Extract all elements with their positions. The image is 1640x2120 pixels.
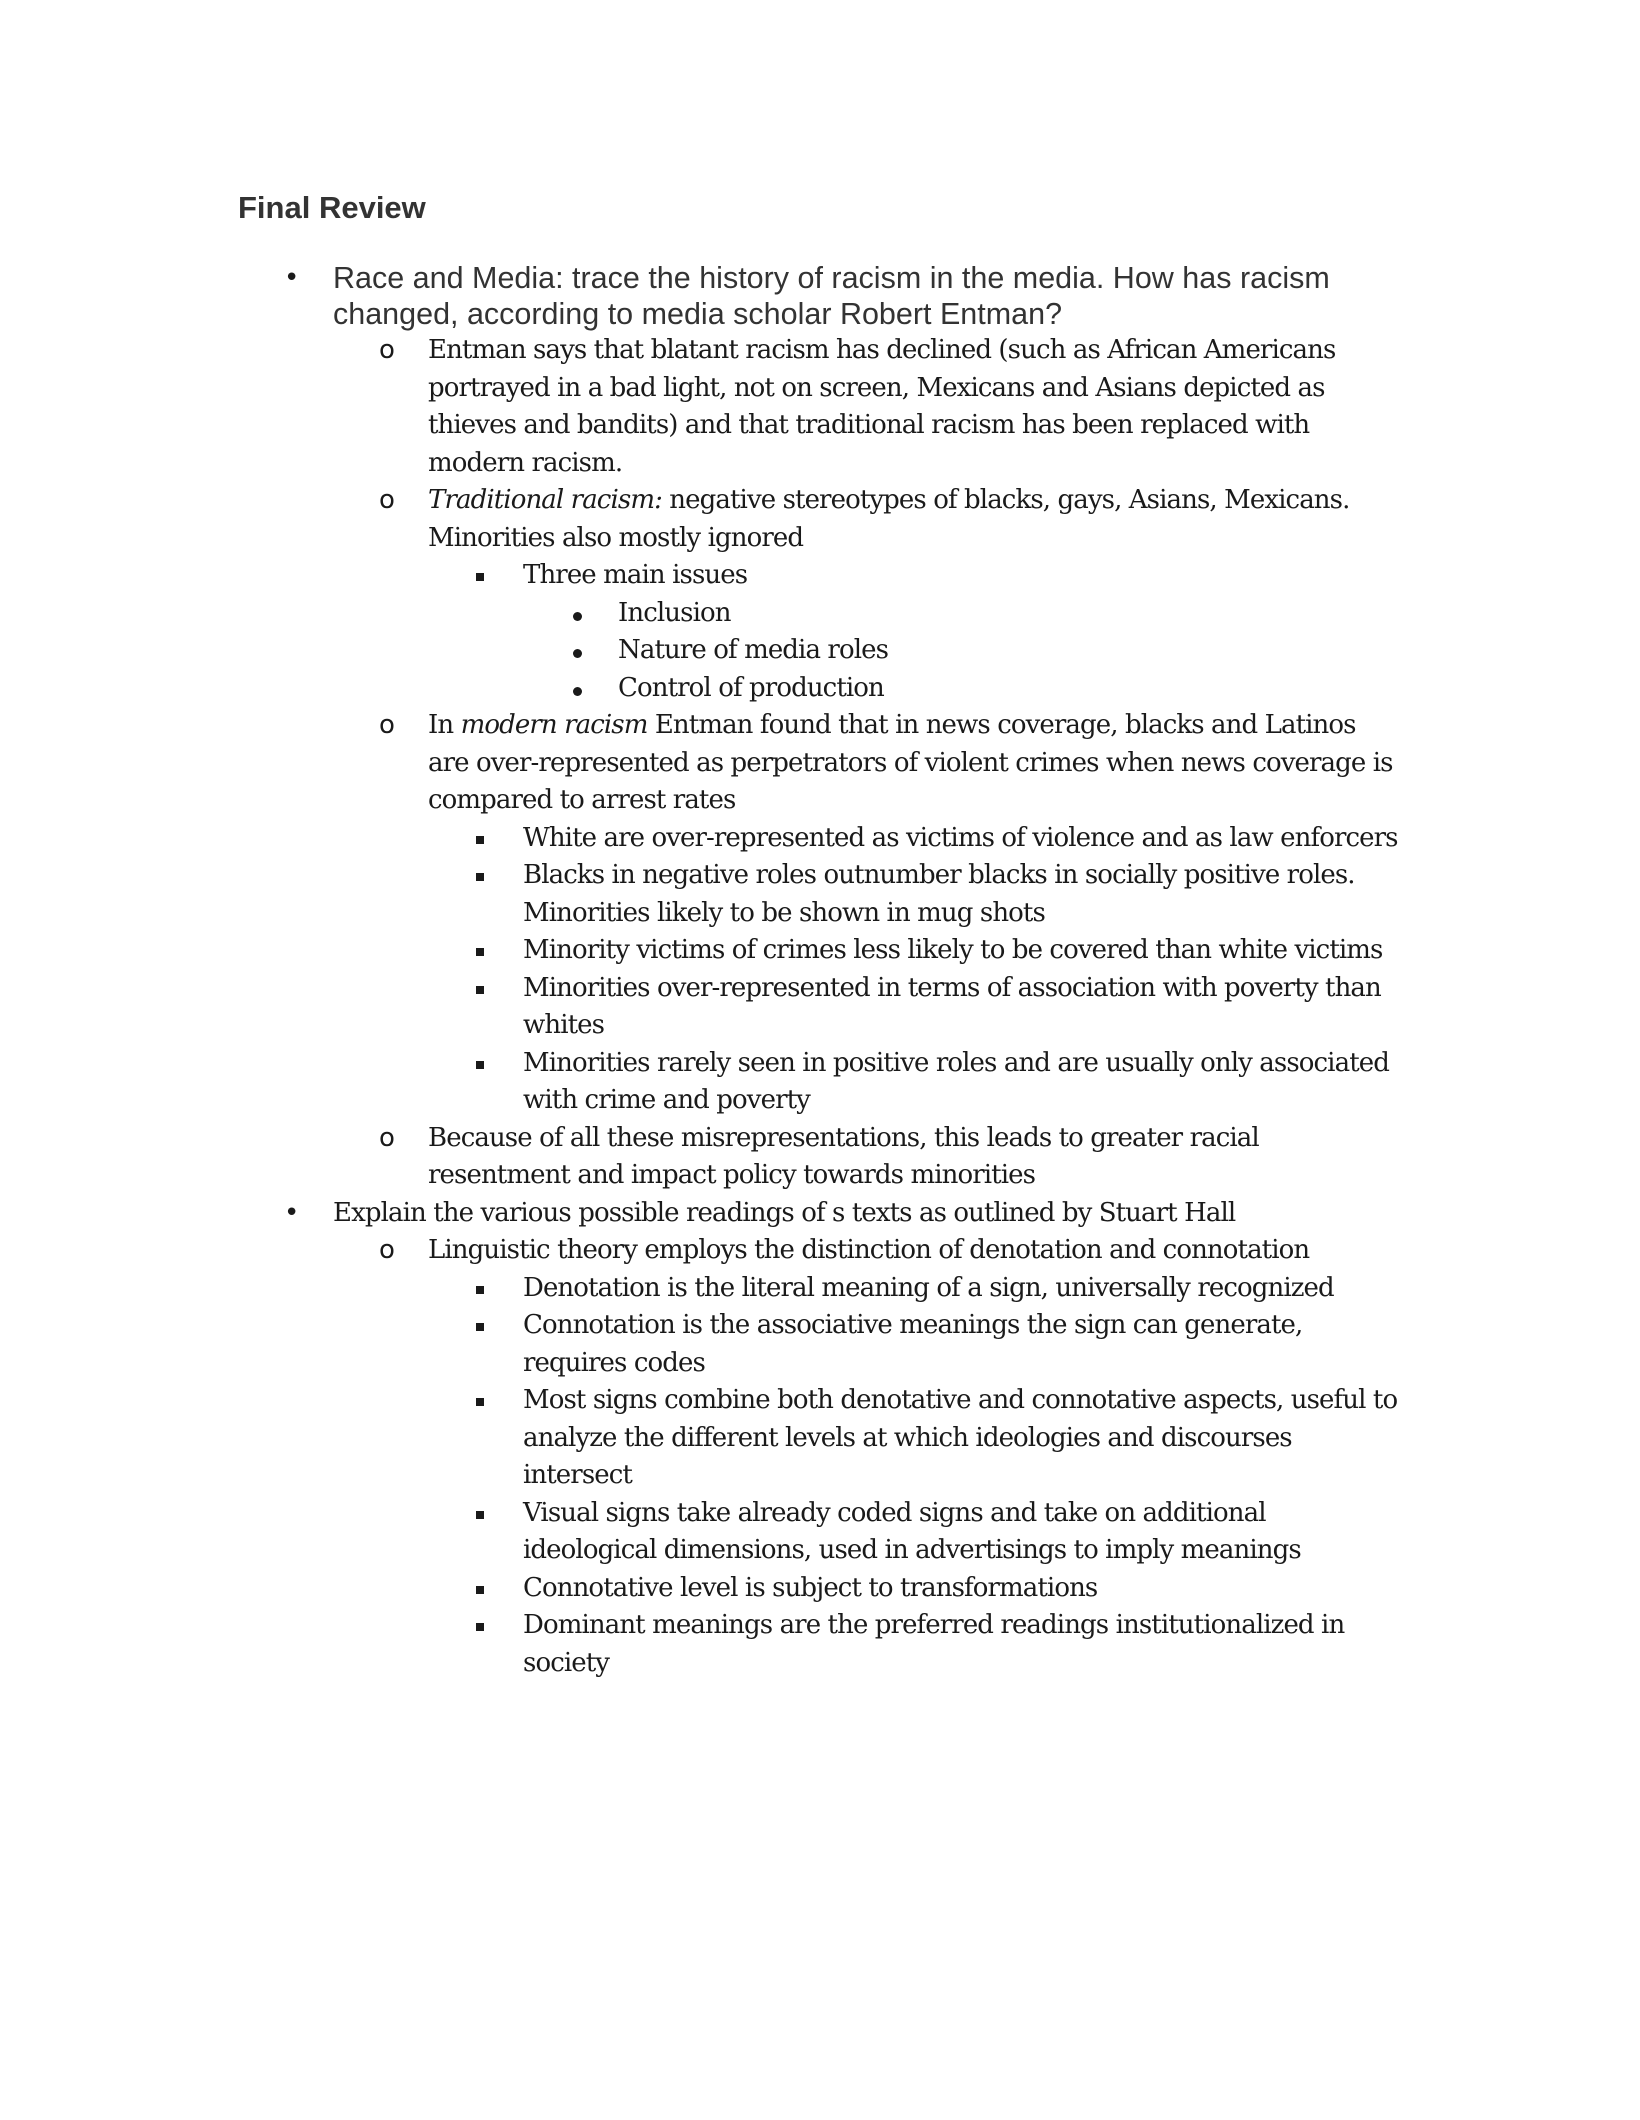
sub-item-text: Most signs combine both denotative and connotative aspects, useful to analyze the different levels at which ideologies and discourses intersect (523, 1385, 1398, 1490)
sub-items (428, 1270, 1400, 1683)
sub-list-item (428, 1045, 1400, 1120)
square-bullet-icon (476, 557, 484, 595)
sub-list-item (428, 970, 1400, 1045)
dot-bullet-icon (573, 670, 582, 708)
item-italic-term: modern racism (460, 710, 648, 740)
sub-item-text: Blacks in negative roles outnumber blacks in socially positive roles. Minorities likely to be shown in mug shots (523, 860, 1355, 928)
sub-sub-item-text: Nature of media roles (618, 635, 889, 665)
dot-bullet-icon (573, 632, 582, 670)
square-bullet-icon (476, 1607, 484, 1645)
sub-sub-item-text: Inclusion (618, 597, 731, 628)
square-bullet-icon (476, 1307, 484, 1345)
sub-list-item (428, 1307, 1400, 1382)
square-bullet-icon (476, 970, 484, 1008)
sub-item-text: Denotation is the literal meaning of a sign, universally recognized (523, 1272, 1334, 1303)
section-items (333, 332, 1400, 1195)
list-item (333, 1232, 1400, 1682)
square-bullet-icon (476, 1495, 484, 1533)
bullet-icon: • (284, 263, 300, 293)
sub-list-item (428, 1270, 1400, 1308)
sub-item-text: Three main issues (523, 560, 748, 590)
bullet-icon: • (284, 1197, 300, 1228)
item-prefix: In (428, 710, 461, 740)
list-item (333, 482, 1400, 707)
square-bullet-icon (476, 820, 484, 858)
square-bullet-icon (476, 932, 484, 970)
square-bullet-icon (476, 1382, 484, 1420)
item-text: negative stereotypes of blacks, gays, Asians, Mexicans. Minorities also mostly ignored (428, 485, 1350, 553)
sub-item-text: Visual signs take already coded signs and take on additional ideological dimensions, used in advertisings to imply meanings (523, 1497, 1301, 1565)
item-italic-term: Traditional racism: (428, 485, 662, 515)
sub-items (428, 820, 1400, 1120)
sub-list-item (428, 1382, 1400, 1495)
sub-list-item (428, 932, 1400, 970)
section-race-and-media (0, 260, 1400, 1195)
circle-bullet-icon: o (379, 1122, 395, 1153)
sub-list-item (428, 557, 1400, 707)
sub-list-item (428, 1607, 1400, 1682)
square-bullet-icon (476, 1045, 484, 1083)
sub-sub-list-item (523, 670, 1400, 708)
square-bullet-icon (476, 1570, 484, 1608)
square-bullet-icon (476, 857, 484, 895)
list-item (333, 707, 1400, 1120)
sub-list-item (428, 1570, 1400, 1608)
sub-sub-item-text: Control of production (618, 672, 884, 703)
sub-items (428, 557, 1400, 707)
list-item (333, 1120, 1400, 1195)
circle-bullet-icon: o (379, 335, 395, 365)
sub-item-text: White are over-represented as victims of violence and as law enforcers (523, 822, 1398, 853)
sub-item-text: Minority victims of crimes less likely to be covered than white victims (523, 935, 1383, 965)
section-heading: Explain the various possible readings of s texts as outlined by Stuart Hall (333, 1197, 1236, 1228)
sub-sub-list-item (523, 595, 1400, 633)
item-text: Linguistic theory employs the distinction of denotation and connotation (428, 1235, 1310, 1265)
circle-bullet-icon: o (379, 1235, 395, 1265)
section-stuart-hall (0, 1195, 1400, 1683)
sub-item-text: Dominant meanings are the preferred readings institutionalized in society (523, 1610, 1345, 1678)
sub-item-text: Connotation is the associative meanings the sign can generate, requires codes (523, 1310, 1303, 1378)
section-items (333, 1232, 1400, 1682)
list-item (333, 332, 1400, 482)
item-text: Because of all these misrepresentations, this leads to greater racial resentment and impact policy towards minorities (428, 1122, 1259, 1190)
square-bullet-icon (476, 1270, 484, 1308)
sub-item-text: Minorities rarely seen in positive roles and are usually only associated with crime and poverty (523, 1047, 1389, 1115)
sub-sub-list-item (523, 632, 1400, 670)
outline-list (0, 260, 1400, 1682)
dot-bullet-icon (573, 595, 582, 633)
sub-item-text: Connotative level is subject to transformations (523, 1572, 1098, 1603)
section-heading: Race and Media: trace the history of racism in the media. How has racism changed, according to media scholar Robert Entman? (333, 261, 1330, 331)
sub-sub-items (523, 595, 1400, 708)
page-title: Final Review (238, 190, 426, 225)
sub-list-item (428, 857, 1400, 932)
circle-bullet-icon: o (379, 710, 395, 740)
item-text: Entman says that blatant racism has declined (such as African Americans portrayed in a bad light, not on screen, Mexicans and Asians depicted as thieves and bandits) and that traditional racism has been replaced with modern racism. (428, 335, 1336, 478)
sub-list-item (428, 820, 1400, 858)
circle-bullet-icon: o (379, 485, 395, 515)
sub-list-item (428, 1495, 1400, 1570)
item-text: Entman found that in news coverage, blacks and Latinos are over-represented as perpetrators of violent crimes when news coverage is compared to arrest rates (428, 710, 1393, 815)
sub-item-text: Minorities over-represented in terms of association with poverty than whites (523, 972, 1381, 1040)
